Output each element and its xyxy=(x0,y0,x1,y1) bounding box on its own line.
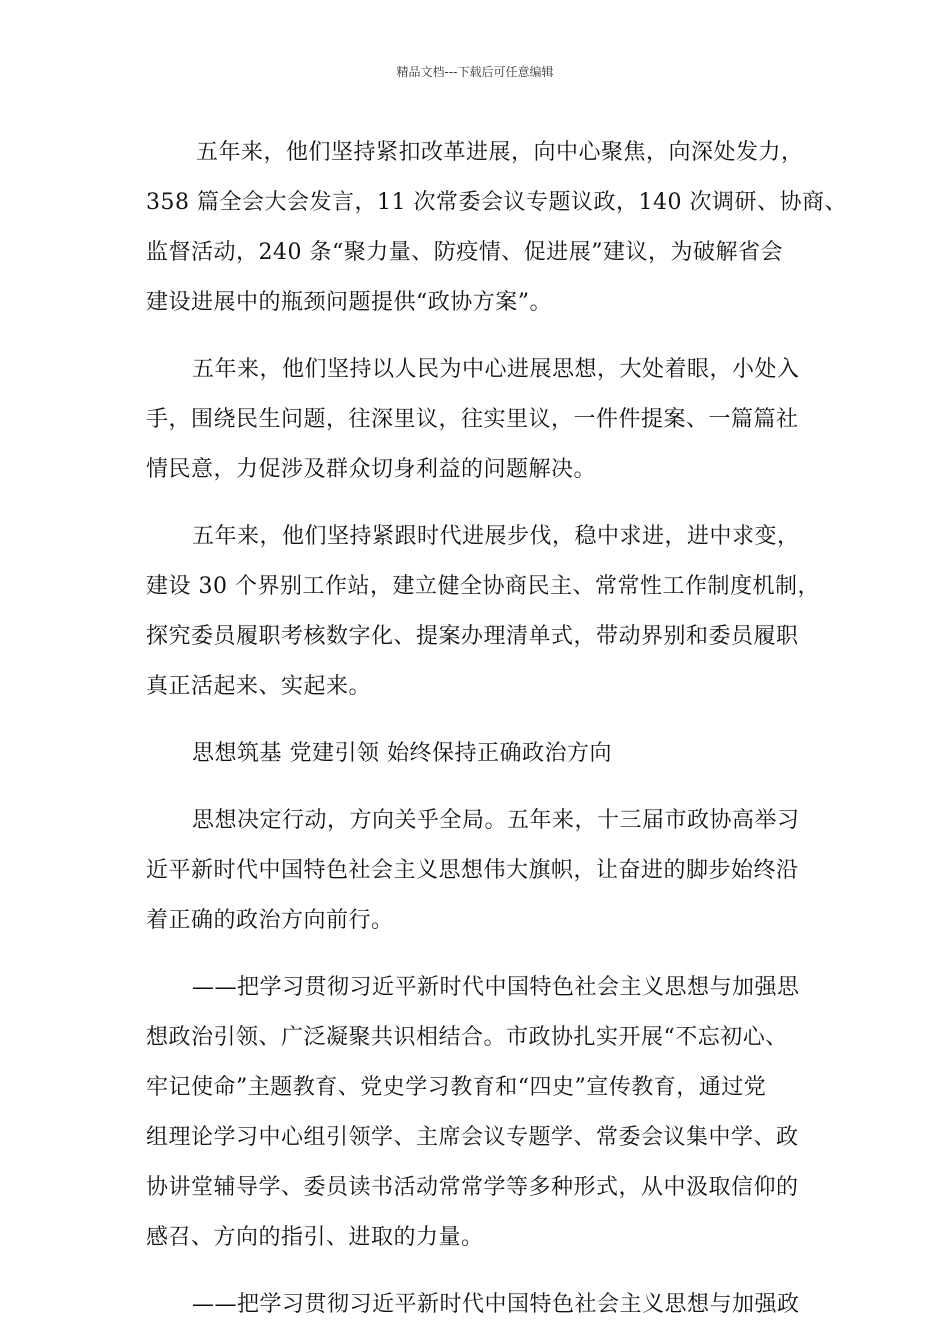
text-line: 手，围绕民生问题，往深里议，往实里议，一件件提案、一篇篇社 xyxy=(146,407,799,432)
text-line: 牢记使命”主题教育、党史学习教育和“四史”宣传教育，通过党 xyxy=(146,1075,767,1100)
text-line: 思想决定行动，方向关乎全局。五年来，十三届市政协高举习 xyxy=(192,808,800,833)
text-line: 协讲堂辅导学、委员读书活动常常学等多种形式，从中汲取信仰的 xyxy=(146,1175,799,1200)
page-header: 精品文档---下载后可任意编辑 xyxy=(396,65,554,79)
text-line: 五年来，他们坚持紧跟时代进展步伐，稳中求进，进中求变， xyxy=(192,524,800,549)
section-heading-text: 思想筑基 党建引领 始终保持正确政治方向 xyxy=(192,741,612,766)
text-line: 组理论学习中心组引领学、主席会议专题学、常委会议集中学、政 xyxy=(146,1125,799,1150)
text-line: 近平新时代中国特色社会主义思想伟大旗帜，让奋进的脚步始终沿 xyxy=(146,858,799,883)
text-line: 想政治引领、广泛凝聚共识相结合。市政协扎实开展“不忘初心、 xyxy=(146,1025,788,1050)
text-line: 感召、方向的指引、进取的力量。 xyxy=(146,1225,484,1250)
text-line: 建设进展中的瓶颈问题提供“政协方案”。 xyxy=(146,290,552,315)
paragraph xyxy=(146,796,816,946)
paragraph xyxy=(146,128,847,328)
text-line: 着正确的政治方向前行。 xyxy=(146,908,394,933)
text-line: 真正活起来、实起来。 xyxy=(146,674,372,699)
text-line: ——把学习贯彻习近平新时代中国特色社会主义思想与加强思 xyxy=(192,975,800,1000)
paragraph xyxy=(146,963,816,1263)
text-line: 五年来，他们坚持紧扣改革进展，向中心聚焦，向深处发力， xyxy=(196,140,804,165)
text-line: ——把学习贯彻习近平新时代中国特色社会主义思想与加强政 xyxy=(192,1292,800,1317)
paragraph xyxy=(146,1280,816,1330)
text-line: 监督活动，240 条“聚力量、防疫情、促进展”建议，为破解省会 xyxy=(146,240,783,265)
text-line: 建设 30 个界别工作站，建立健全协商民主、常常性工作制度机制， xyxy=(146,574,820,599)
section-heading xyxy=(146,729,816,779)
paragraph xyxy=(146,345,816,495)
text-line: 情民意，力促涉及群众切身利益的问题解决。 xyxy=(146,457,597,482)
paragraph xyxy=(146,512,820,712)
text-line: 探究委员履职考核数字化、提案办理清单式，带动界别和委员履职 xyxy=(146,624,799,649)
document-body xyxy=(146,128,847,1330)
text-line: 358 篇全会大会发言，11 次常委会议专题议政，140 次调研、协商、 xyxy=(146,190,847,215)
text-line: 五年来，他们坚持以人民为中心进展思想，大处着眼，小处入 xyxy=(192,357,800,382)
